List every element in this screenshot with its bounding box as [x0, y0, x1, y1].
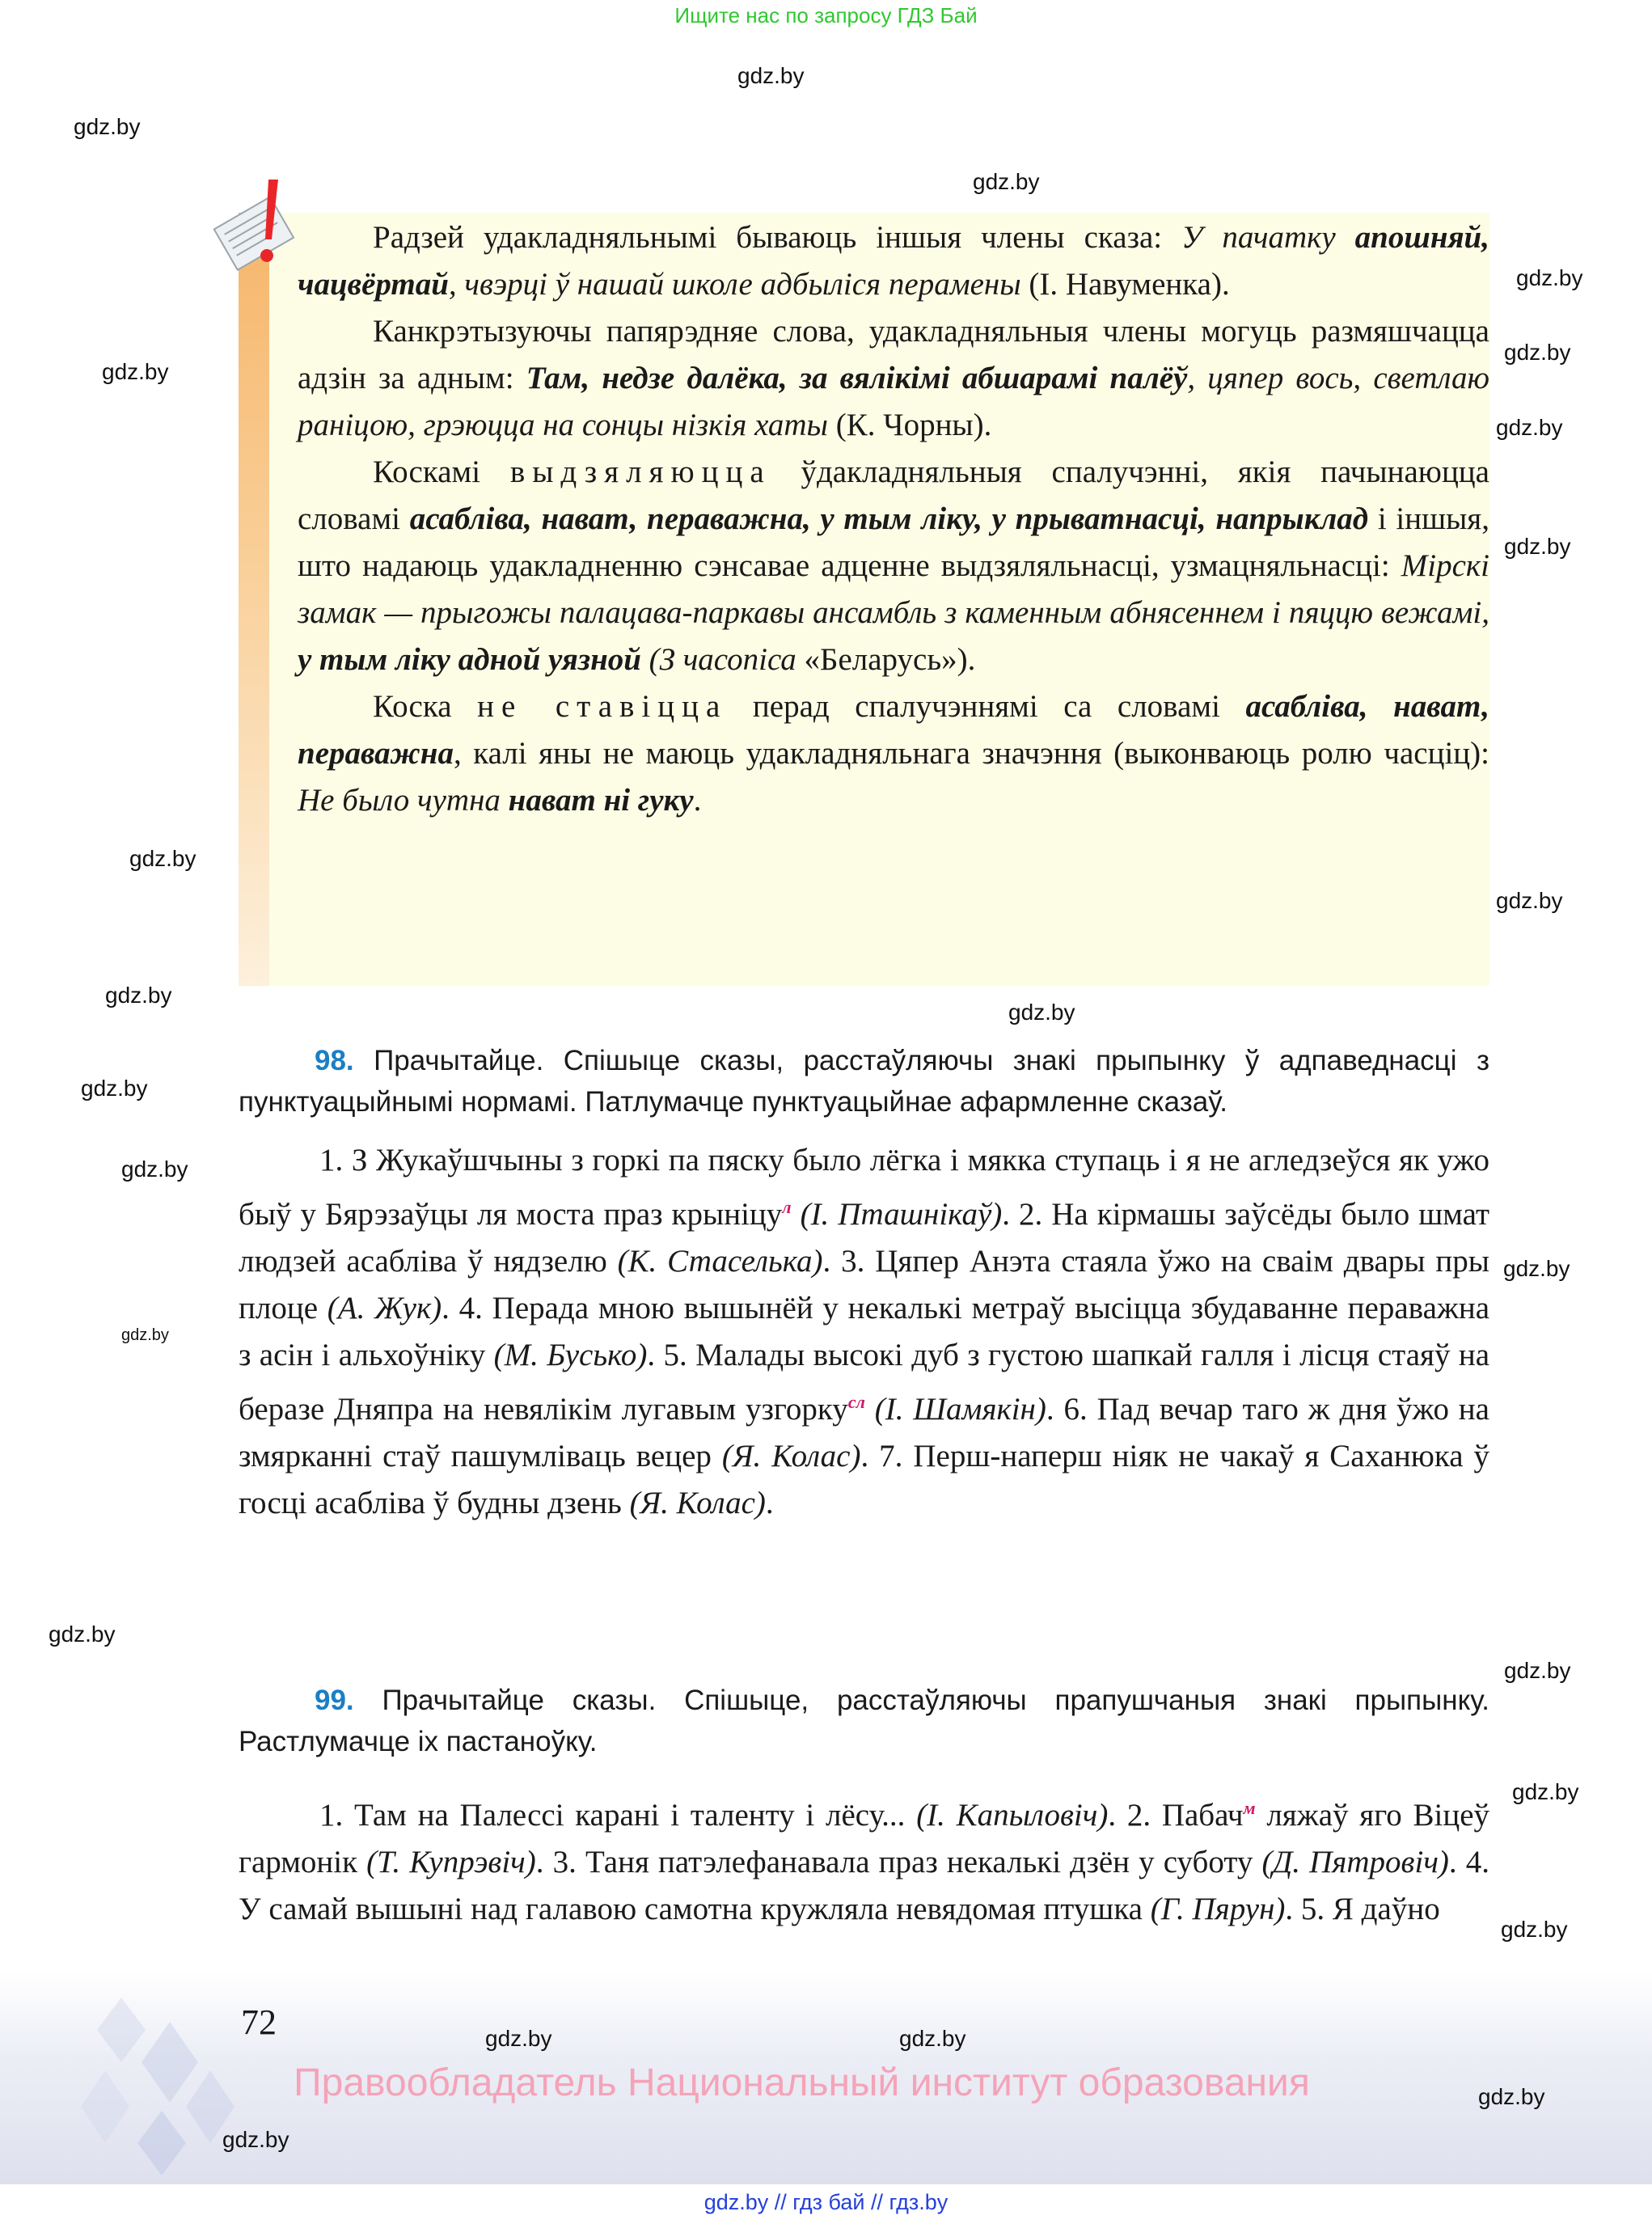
bottom-site-links[interactable]: gdz.by // гдз бай // гдз.by [703, 2190, 949, 2214]
copyright-notice: Правообладатель Национальный институт образования [294, 2061, 1310, 2104]
text-segment: . 3. Таня патэлефанавала праз некалькі дзён у суботу [535, 1845, 1262, 1879]
text-segment: Канкрэтызуючы папярэдняе слова, удакладняльныя члены могуць размяшчацца адзін за адным: [298, 314, 1489, 395]
text-segment: . 5. Малады высокі дуб з густою шапкай галля і лісця стаяў на беразе Дняпра на невялікім лугавым узгорку [239, 1338, 1489, 1427]
text-segment: , чвэрці ў нашай школе адбыліся перамены [448, 267, 1029, 302]
text-segment: Мірскі замак — прыгожы палацава-паркавы ансамбль з каменным абнясеннем і пяццю вежамі, [298, 548, 1489, 630]
text-segment: . 3. Цяпер Анэта стаяла ўжо на сваім двары пры плоце [239, 1244, 1489, 1326]
text-segment: выдзяляюцца [509, 455, 771, 489]
footnote-marker: л [782, 1197, 792, 1217]
watermark: gdz.by [49, 1621, 116, 1647]
watermark: gdz.by [1496, 415, 1563, 440]
watermark: gdz.by [1501, 1917, 1568, 1942]
text-segment: асабліва, нават, пераважна [298, 689, 1489, 771]
text-segment: (К. Стаселька) [617, 1244, 823, 1279]
exercise-number: 98. [315, 1045, 354, 1076]
text-segment: Коска [373, 689, 478, 724]
watermark: gdz.by [973, 169, 1040, 194]
text-segment: (М. Бусько) [493, 1338, 648, 1372]
text-segment: (Я. Колас) [721, 1439, 861, 1474]
text-segment: . 5. Я даўно [1285, 1892, 1440, 1926]
rule-paragraph [298, 214, 1489, 308]
text-segment: Не было чутна [298, 783, 509, 818]
watermark: gdz.by [102, 359, 169, 384]
text-segment: (Я. Колас) [629, 1486, 766, 1520]
text-segment: «Беларусь»). [804, 642, 976, 677]
rule-paragraph [298, 308, 1489, 449]
text-segment: , цяпер вось, светлаю раніцою, грэюцца на сонцы нізкія хаты [298, 361, 1489, 442]
text-segment: (Г. Пярун) [1150, 1892, 1286, 1926]
watermark: gdz.by [74, 114, 141, 139]
watermark: gdz.by [1504, 340, 1571, 365]
instruction-text: Прачытайце. Спішыце сказы, расстаўляючы знакі прыпынку ў адпаведнасці з пунктуацыйнымі нормамі. Патлумачце пунктуацыйнае афармленне сказаў. [239, 1045, 1489, 1118]
text-segment: апошняй, чацвёртай [298, 220, 1489, 302]
text-segment: . 4. У самай вышыні над галавою самотна кружляла невядомая птушка [239, 1845, 1489, 1926]
text-segment: (Д. Пятровіч) [1261, 1845, 1449, 1879]
watermark: gdz.by [899, 2026, 966, 2051]
text-segment: 1. Там на Палессі карані і таленту і лёсу... [319, 1798, 917, 1833]
watermark: gdz.by [121, 1156, 188, 1182]
watermark: gdz.by [1478, 2084, 1545, 2109]
text-segment: . 2. Пабач [1108, 1798, 1244, 1833]
exercise-instruction [239, 1040, 1489, 1123]
text-segment: (І. Навуменка). [1029, 267, 1230, 302]
text-segment: (А. Жук) [327, 1291, 442, 1326]
watermark: gdz.by [1503, 1256, 1570, 1281]
rule-paragraph [298, 449, 1489, 683]
watermark: gdz.by [1512, 1779, 1579, 1804]
text-segment: (З часопіса [640, 642, 805, 677]
watermark: gdz.by [737, 63, 805, 88]
exercise-98 [239, 1040, 1489, 1527]
text-segment: У пачатку [1181, 220, 1355, 255]
exercise-text [239, 1785, 1489, 1933]
text-segment: не ставіцца [477, 689, 728, 724]
text-segment: (Т. Купрэвіч) [366, 1845, 536, 1879]
text-segment: Там, недзе далёка, за вялікімі абшарамі палёў [526, 361, 1188, 395]
watermark: gdz.by [1516, 265, 1583, 290]
exercise-instruction [239, 1680, 1489, 1762]
watermark: gdz.by [81, 1076, 148, 1101]
rule-box [239, 213, 1489, 986]
text-segment: (І. Шамякін) [864, 1392, 1046, 1427]
text-segment: ляжаў яго Віцеў гармонік [239, 1798, 1490, 1879]
text-segment: асабліва, нават, пераважна, у тым ліку, у прыватнасці, напрыклад [409, 501, 1369, 536]
text-segment: . 4. Перада мною вышынёй у некалькі метраў высіцца збудаванне пераважна з асін і альхоўніку [239, 1291, 1490, 1372]
watermark: gdz.by [129, 846, 196, 871]
text-segment: Радзей удакладняльнымі бываюць іншыя члены сказа: [373, 220, 1182, 255]
top-search-banner[interactable]: Ищите нас по запросу ГДЗ Бай [674, 3, 978, 27]
rule-paragraph [298, 683, 1489, 824]
text-segment: ўдакладняльныя спалучэнні, якія пачынаюцца словамі [298, 455, 1489, 536]
text-segment: і іншыя, што надаюць удакладненню сэнсавае адценне выдзяляльнасці, узмацняльнасці: [298, 501, 1489, 583]
text-segment: (К. Чорны). [835, 408, 992, 442]
watermark: gdz.by [222, 2127, 289, 2152]
text-segment: . [693, 783, 702, 818]
instruction-text: Прачытайце сказы. Спішыце, расстаўляючы прапушчаныя знакі прыпынку. Растлумачце іх пастаноўку. [239, 1685, 1489, 1757]
watermark: gdz.by [105, 983, 172, 1008]
text-segment: 1. З Жукаўшчыны з горкі па пяску было лёгка і мякка ступаць і я не агледзеўся як ужо быў у Бярэзаўцы ля моста праз крыніцу [239, 1143, 1489, 1232]
page-number: 72 [241, 2002, 277, 2042]
text-segment: . 6. Пад вечар таго ж дня ўжо на змярканні стаў пашумліваць вецер [239, 1392, 1489, 1474]
text-segment: (І. Пташнікаў) [791, 1197, 1003, 1232]
watermark: gdz.by [1504, 534, 1571, 559]
watermark: gdz.by [1496, 888, 1563, 913]
exercise-99 [239, 1680, 1489, 1933]
footnote-marker: сл [847, 1392, 865, 1412]
exercise-number: 99. [315, 1685, 354, 1716]
footnote-marker: м [1243, 1798, 1256, 1818]
watermark: gdz.by [485, 2026, 552, 2051]
watermark: gdz.by [1504, 1658, 1571, 1683]
text-segment: (І. Капыловіч) [916, 1798, 1109, 1833]
watermark: gdz.by [1008, 1000, 1075, 1025]
text-segment: перад спалучэннямі са словамі [727, 689, 1246, 724]
rule-text [298, 214, 1489, 824]
text-segment: нават ні гуку [508, 783, 694, 818]
rule-box-accent-bar [239, 213, 269, 986]
text-segment: Коскамі [373, 455, 510, 489]
watermark: gdz.by [121, 1326, 169, 1344]
text-segment: у тым ліку адной уязной [298, 642, 641, 677]
text-segment: . 7. Перш-наперш ніяк не чакаў я Саханюка ў госці асабліва ў будны дзень [239, 1439, 1490, 1520]
note-exclamation-icon [212, 176, 309, 281]
exercise-text [239, 1137, 1489, 1527]
text-segment: , калі яны не маюць удакладняльнага значэння (выконваюць ролю часціц): [453, 736, 1489, 771]
text-segment: . [765, 1486, 774, 1520]
text-segment: . 2. На кірмашы заўсёды было шмат людзей асабліва ў нядзелю [239, 1197, 1489, 1279]
